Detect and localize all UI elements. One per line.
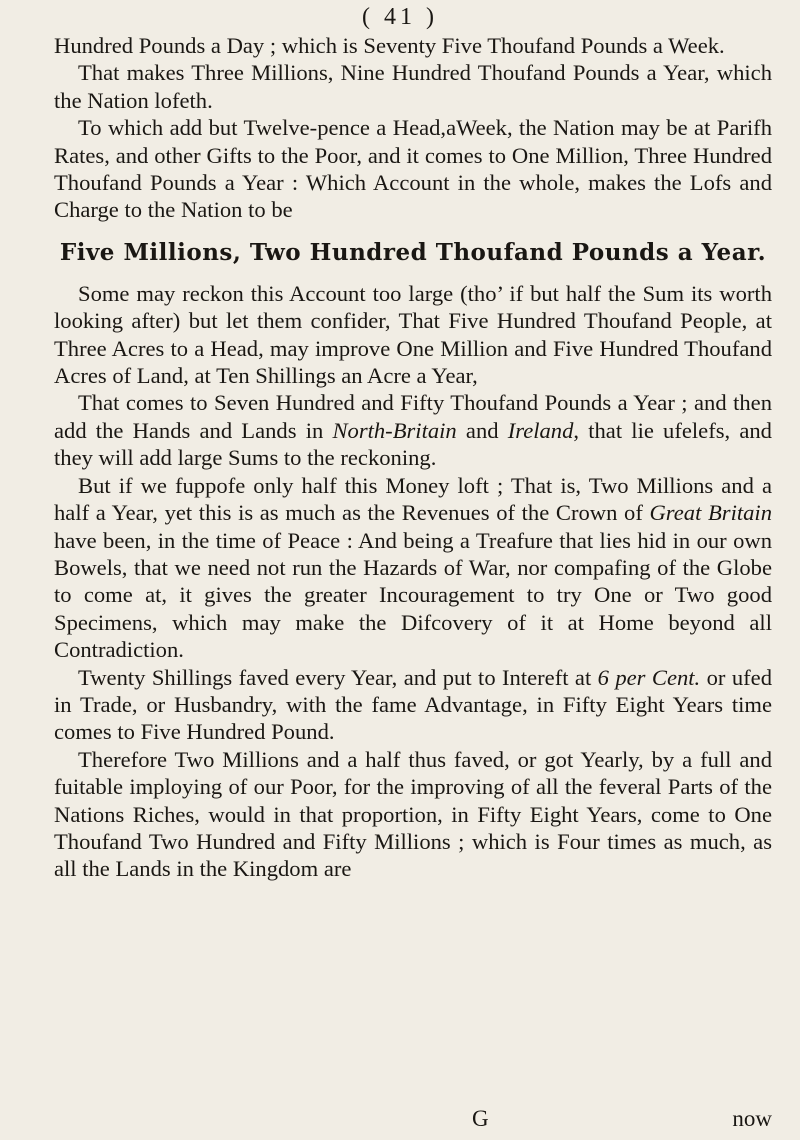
paragraph bbox=[54, 114, 772, 224]
paragraph bbox=[54, 59, 772, 114]
paragraphs-before-heading bbox=[54, 32, 772, 224]
paragraphs-after-heading bbox=[54, 280, 772, 883]
text-run: That makes Three Millions, Nine Hundred Thoufand Pounds a Year, which the Nation lofeth. bbox=[54, 60, 772, 113]
body-text bbox=[54, 32, 772, 883]
italic-text: North-Britain bbox=[332, 417, 457, 443]
catchword: now bbox=[732, 1106, 772, 1131]
text-run: and bbox=[456, 417, 508, 443]
text-run: have been, in the time of Peace : And being a Treafure that lies hid in our own Bowels, that we need not run the Hazards of War, nor compafing of the Globe to come at, it gives the greater Incouragement to try One or Two good Specimens, which may make the Difcovery of it at Home beyond all Contradiction. bbox=[54, 527, 772, 663]
italic-text: Great Britain bbox=[649, 500, 773, 526]
text-run: Hundred Pounds a Day ; which is Seventy Five Thoufand Pounds a Week. bbox=[54, 33, 725, 58]
paragraph bbox=[54, 664, 772, 746]
text-run: That comes to Seven Hundred and Fifty Thoufand Pounds a Year ; and then add the Hands and Lands in bbox=[54, 390, 772, 443]
text-run: or ufed in Trade, or Husbandry, with the fame Advantage, in Fifty Eight Years time comes to Five Hundred Pound. bbox=[54, 664, 772, 745]
text-run: Twenty Shillings faved every Year, and put to Intereft at bbox=[78, 664, 598, 690]
paragraph bbox=[54, 280, 772, 390]
paragraph bbox=[54, 389, 772, 471]
text-run: , that lie ufelefs, and they will add large Sums to the reckoning. bbox=[54, 417, 772, 471]
italic-text: 6 per Cent. bbox=[597, 664, 701, 690]
text-run: But if we fuppofe only half this Money loft ; That is, Two Millions and a half a Year, yet this is as much as the Revenues of the Crown of bbox=[54, 472, 772, 526]
paragraph bbox=[54, 32, 772, 59]
paragraph bbox=[54, 472, 772, 664]
page-number: ( 41 ) bbox=[362, 4, 438, 30]
italic-text: Ireland bbox=[507, 417, 574, 443]
text-run: Some may reckon this Account too large (tho’ if but half the Sum its worth looking after) but let them confider, That Five Hundred Thoufand People, at Three Acres to a Head, may improve One Million and Five Hundred Thoufand Acres of Land, at Ten Shillings an Acre a Year, bbox=[54, 280, 772, 389]
text-run: To which add but Twelve-pence a Head,aWeek, the Nation may be at Parifh Rates, and other Gifts to the Poor, and it comes to One Million, Three Hundred Thoufand Pounds a Year : Which Account in the whole, makes the Lofs and Charge to the Nation to be bbox=[54, 115, 772, 223]
paragraph bbox=[54, 746, 772, 883]
signature-mark: G bbox=[472, 1106, 489, 1131]
text-run: Therefore Two Millions and a half thus faved, or got Yearly, by a full and fuitable imploying of our Poor, for the improving of all the feveral Parts of the Nations Riches, would in that proportion, in Fifty Eight Years, come to One Thoufand Two Hundred and Fifty Millions ; which is Four times as much, as all the Lands in the Kingdom are bbox=[54, 746, 772, 882]
blackletter-total-line: Five Millions, Two Hundred Thoufand Pounds a Year. bbox=[59, 238, 767, 266]
